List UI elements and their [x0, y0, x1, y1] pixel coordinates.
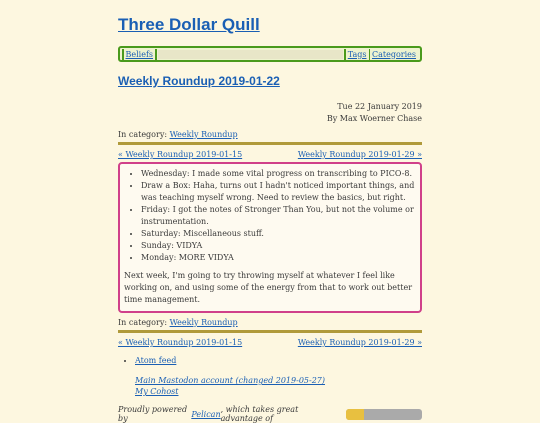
category-line-bottom: [118, 318, 422, 327]
next-post-link-bottom[interactable]: Weekly Roundup 2019-01-29 »: [297, 338, 422, 347]
roundup-list: [124, 168, 416, 264]
page: [118, 15, 422, 423]
cohost-link[interactable]: My Cohost: [135, 387, 179, 396]
article-paragraph: Next week, I'm going to try throwing myself at whatever I feel like working on, and using some of the energy from that to work out better time management.: [124, 271, 413, 304]
badge-icon: [346, 409, 364, 420]
pelican-link[interactable]: Pelican: [191, 409, 221, 419]
category-link-bottom[interactable]: Weekly Roundup: [169, 318, 238, 327]
category-prefix: In category:: [118, 318, 170, 327]
prev-post-link-bottom[interactable]: « Weekly Roundup 2019-01-15: [118, 338, 243, 347]
nav-beliefs-link[interactable]: Beliefs: [125, 49, 154, 59]
prev-next-nav-top: [118, 150, 422, 159]
powered-suffix: , which takes great advantage of: [220, 405, 299, 423]
category-prefix: In category:: [118, 130, 170, 139]
powered-by: [118, 405, 422, 423]
divider: [118, 142, 422, 145]
mastodon-link[interactable]: Main Mastodon account (changed 2019-05-27): [135, 376, 325, 385]
article-content: [118, 162, 422, 313]
article-author: By Max Woerner Chase: [326, 114, 422, 123]
next-post-link-top[interactable]: Weekly Roundup 2019-01-29 »: [297, 150, 422, 159]
category-link-top[interactable]: Weekly Roundup: [169, 130, 238, 139]
list-item: • Draw a Box: Haha, turns out I hadn't noticed important things, and was teaching myself wrong. Need to review the basics, but right.: [141, 180, 416, 204]
nav-tags-link[interactable]: Tags: [347, 49, 367, 59]
divider: [118, 330, 422, 333]
list-item: • Friday: I got the notes of Stronger Than You, but not the volume or instrumentation.: [141, 204, 416, 228]
prev-post-link-top[interactable]: « Weekly Roundup 2019-01-15: [118, 150, 243, 159]
site-title-link[interactable]: Three Dollar Quill: [118, 15, 260, 34]
atom-feed-link[interactable]: Atom feed: [135, 356, 177, 365]
article-date: Tue 22 January 2019: [337, 102, 422, 111]
list-item: • Monday: MORE VIDYA: [141, 252, 416, 264]
article-title-link[interactable]: Weekly Roundup 2019-01-22: [118, 74, 280, 88]
nav-separator: [155, 49, 157, 60]
list-item: • Sunday: VIDYA: [141, 240, 416, 252]
footer-links: [118, 355, 422, 367]
social-links: [118, 375, 422, 397]
nav-spacer: [158, 50, 344, 59]
prev-next-nav-bottom: [118, 338, 422, 347]
nav-bar: [118, 46, 422, 62]
category-line-top: [118, 130, 422, 139]
list-item: • Wednesday: I made some vital progress on transcribing to PICO-8.: [141, 168, 416, 180]
hosting-badge[interactable]: [346, 409, 422, 420]
powered-prefix: Proudly powered by: [118, 405, 188, 423]
article-meta: [118, 101, 422, 125]
list-item: • Saturday: Miscellaneous stuff.: [141, 228, 416, 240]
nav-categories-link[interactable]: Categories: [372, 49, 416, 59]
